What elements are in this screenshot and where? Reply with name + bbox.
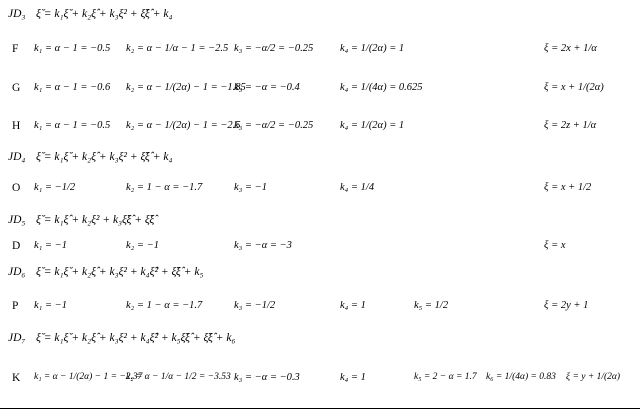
xi-cell: ξ = 2x + 1/α xyxy=(544,43,597,54)
k1-cell: k₁ = α − 1 = −0.5 xyxy=(34,120,111,131)
k2-cell: k₂ = α − 1/α − 1/2 = −3.53 xyxy=(126,372,231,382)
k3-cell: k₃ = −1/2 xyxy=(234,300,276,311)
bottom-rule xyxy=(0,408,640,409)
section-equation: ξ̆ = k₁ξ̂ + k₂ξ² + k₃ξ̆ξ̂ + ξ̆ξ̂ xyxy=(36,214,155,226)
k2-cell: k₂ = 1 − α = −1.7 xyxy=(126,300,203,311)
k4-cell: k₄ = 1/4 xyxy=(340,182,375,193)
section-equation: ξ̆ = k₁ξ̆ + k₂ξ̂ + k₃ξ² + k₄ξ̂² + ξ̆ξ̂ + k₅ xyxy=(36,266,204,278)
section-equation: ξ̆ = k₁ξ̆ + k₂ξ̂ + k₃ξ² + ξ̆ξ̂ + k₄ xyxy=(36,8,173,20)
k4-cell: k₄ = 1 xyxy=(340,300,366,311)
section-equation: ξ̆ = k₁ξ̆ + k₂ξ̂ + k₃ξ² + k₄ξ̂² + k₅ξ̆ξ̂ + ξ̆ξ̂ + k₆ xyxy=(36,332,236,344)
k1-cell: k₁ = α − 1/(2α) − 1 = −2.37 xyxy=(34,372,143,382)
section-title: JD₇ xyxy=(8,332,26,344)
k2-cell: k₂ = α − 1/(2α) − 1 = −2.5 xyxy=(126,120,241,131)
xi-cell: ξ = x xyxy=(544,240,566,251)
k1-cell: k₁ = −1/2 xyxy=(34,182,76,193)
k1-cell: k₁ = −1 xyxy=(34,300,67,311)
k4-cell: k₄ = 1/(2α) = 1 xyxy=(340,120,405,131)
row-label: F xyxy=(12,43,19,55)
k3-cell: k₃ = −1 xyxy=(234,182,267,193)
xi-cell: ξ = 2y + 1 xyxy=(544,300,589,311)
xi-cell: ξ = x + 1/2 xyxy=(544,182,592,193)
k1-cell: k₁ = −1 xyxy=(34,240,67,251)
k2-cell: k₂ = −1 xyxy=(126,240,159,251)
k3-cell: k₃ = −α/2 = −0.25 xyxy=(234,43,314,54)
xi-cell: ξ = x + 1/(2α) xyxy=(544,82,604,93)
row-label: G xyxy=(12,82,21,94)
row-label: H xyxy=(12,120,21,132)
k3-cell: k₃ = −α = −0.4 xyxy=(234,82,300,93)
section-title: JD₅ xyxy=(8,214,26,226)
row-label: O xyxy=(12,182,21,194)
k5-cell: k₅ = 1/2 xyxy=(414,300,449,311)
xi-cell: ξ = 2z + 1/α xyxy=(544,120,597,131)
k5-cell: k₅ = 2 − α = 1.7 xyxy=(414,372,477,382)
row-label: D xyxy=(12,240,21,252)
k6-cell: k₆ = 1/(4α) = 0.83 xyxy=(486,372,556,382)
row-label: P xyxy=(12,300,19,312)
k3-cell: k₃ = −α/2 = −0.25 xyxy=(234,120,314,131)
section-equation: ξ̆ = k₁ξ̆ + k₂ξ̂ + k₃ξ² + ξ̆ξ̂ + k₄ xyxy=(36,151,173,163)
k4-cell: k₄ = 1/(4α) = 0.625 xyxy=(340,82,423,93)
row-label: K xyxy=(12,372,21,384)
k3-cell: k₃ = −α = −0.3 xyxy=(234,372,300,383)
k2-cell: k₂ = 1 − α = −1.7 xyxy=(126,182,203,193)
xi-cell: ξ = y + 1/(2α) xyxy=(566,372,621,382)
section-title: JD₆ xyxy=(8,266,26,278)
k2-cell: k₂ = α − 1/α − 1 = −2.5 xyxy=(126,43,229,54)
section-title: JD₃ xyxy=(8,8,26,20)
k1-cell: k₁ = α − 1 = −0.6 xyxy=(34,82,111,93)
k4-cell: k₄ = 1/(2α) = 1 xyxy=(340,43,405,54)
k2-cell: k₂ = α − 1/(2α) − 1 = −1.85 xyxy=(126,82,246,93)
k1-cell: k₁ = α − 1 = −0.5 xyxy=(34,43,111,54)
k4-cell: k₄ = 1 xyxy=(340,372,366,383)
k3-cell: k₃ = −α = −3 xyxy=(234,240,292,251)
section-title: JD₄ xyxy=(8,151,26,163)
